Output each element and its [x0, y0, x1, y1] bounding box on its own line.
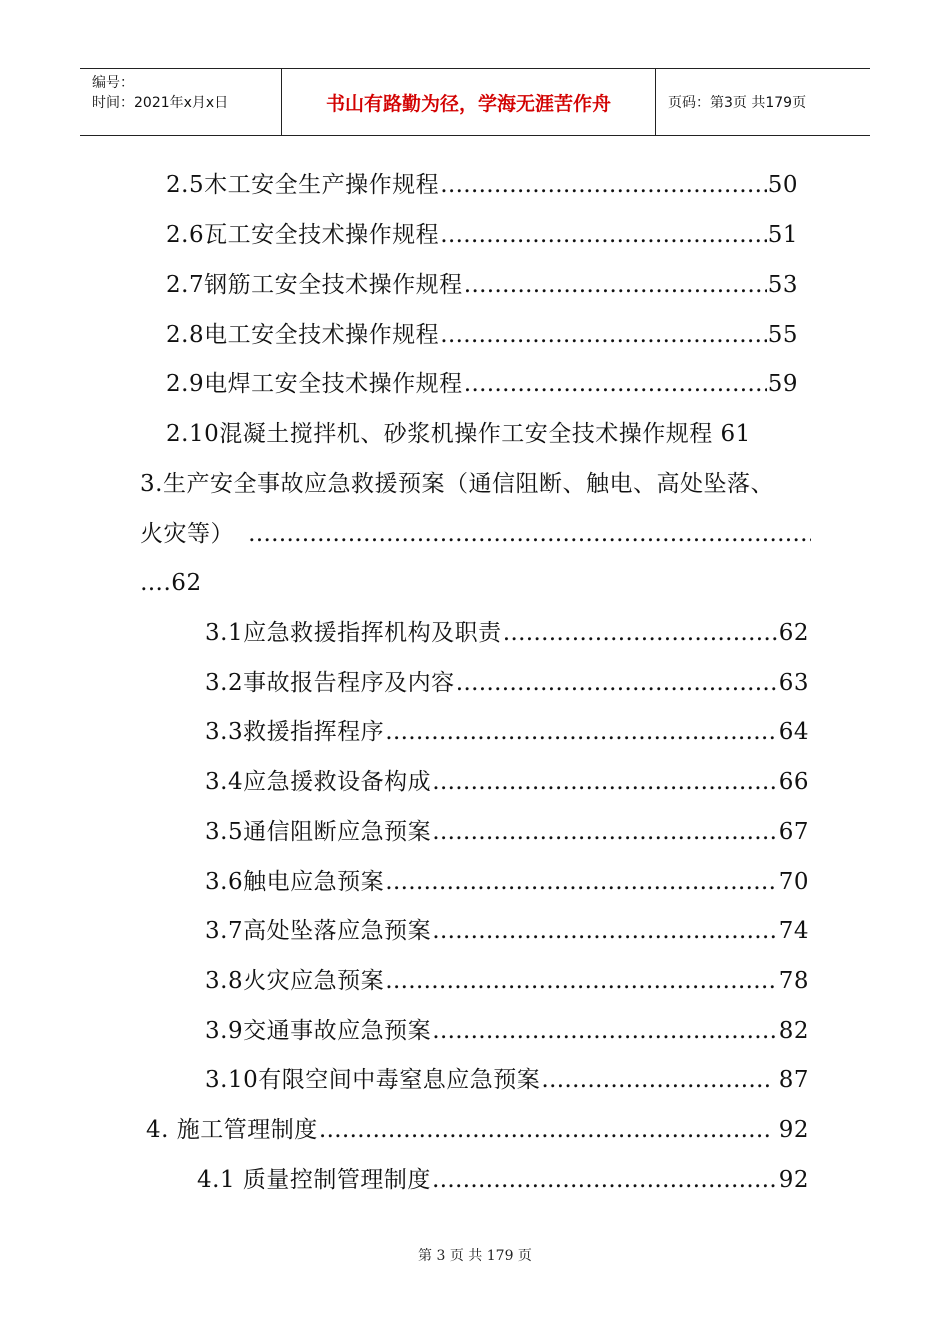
toc-entry-page: 62 — [778, 620, 809, 646]
toc-entry-page: 92 — [778, 1117, 809, 1143]
header-meta — [80, 69, 282, 135]
toc-entry-label: 3.9交通事故应急预案 — [205, 1018, 432, 1044]
toc-entry-label: 3.6触电应急预案 — [205, 869, 385, 895]
toc-entry[interactable] — [205, 1014, 809, 1048]
toc-entry-label: 3.5通信阻断应急预案 — [205, 819, 432, 845]
toc-entry-page: 87 — [778, 1067, 809, 1093]
toc-entry[interactable] — [205, 1063, 809, 1097]
toc-entry-label: 2.8电工安全技术操作规程 — [166, 322, 440, 348]
toc-leader-dots — [440, 318, 767, 352]
toc-entry-page: 55 — [767, 322, 798, 348]
toc-leader-dots — [464, 268, 767, 302]
toc-entry[interactable] — [205, 616, 809, 650]
toc-entry[interactable] — [166, 367, 798, 401]
toc-entry-page: 50 — [767, 172, 798, 198]
toc-entry[interactable] — [205, 715, 809, 749]
toc-entry-page: 67 — [778, 819, 809, 845]
toc-leader-dots — [385, 715, 778, 749]
toc-entry-label: 3.10有限空间中毒窒息应急预案 — [205, 1067, 541, 1093]
toc-entry-page: 59 — [767, 371, 798, 397]
toc-leader-dots — [319, 1113, 771, 1147]
toc-entry-page: 78 — [778, 968, 809, 994]
toc-entry[interactable] — [205, 964, 809, 998]
toc-leader-dots — [385, 865, 778, 899]
toc-leader-dots — [432, 914, 778, 948]
toc-entry[interactable] — [166, 318, 798, 352]
toc-leader-dots — [385, 964, 778, 998]
toc-entry-label: 4. 施工管理制度 — [146, 1117, 318, 1143]
toc-entry-page: 70 — [778, 869, 809, 895]
toc-entry-label: 3.生产安全事故应急救援预案（通信阻断、触电、高处坠落、 — [140, 471, 774, 497]
toc-entry-label: 2.6瓦工安全技术操作规程 — [166, 222, 440, 248]
document-number-label: 编号： — [92, 75, 134, 91]
toc-entry-label: 2.7钢筋工安全技术操作规程 — [166, 272, 463, 298]
toc-entry[interactable] — [205, 815, 809, 849]
page-footer: 第 3 页 共 179 页 — [418, 1248, 532, 1264]
toc-entry-label: 2.9电焊工安全技术操作规程 — [166, 371, 463, 397]
toc-entry[interactable] — [140, 566, 202, 600]
document-time-label: 时间：2021年x月x日 — [92, 95, 229, 111]
toc-entry-label: 3.4应急援救设备构成 — [205, 769, 432, 795]
toc-entry-page: 51 — [767, 222, 798, 248]
header-motto: 书山有路勤为径，学海无涯苦作舟 — [282, 69, 656, 135]
toc-leader-dots — [432, 815, 778, 849]
toc-entry[interactable] — [197, 1163, 809, 1197]
toc-entry[interactable] — [146, 1113, 809, 1147]
toc-entry-page: 53 — [767, 272, 798, 298]
toc-entry-label: 火灾等） — [140, 521, 234, 547]
toc-leader-dots — [541, 1063, 771, 1097]
toc-leader-dots — [432, 1163, 778, 1197]
toc-entry-page: 92 — [778, 1167, 809, 1193]
toc-entry-label: 2.5木工安全生产操作规程 — [166, 172, 440, 198]
toc-leader-dots — [503, 616, 778, 650]
toc-entry[interactable] — [205, 865, 809, 899]
toc-entry-page: 64 — [778, 719, 809, 745]
toc-entry-page: 74 — [778, 918, 809, 944]
toc-leader-dots — [440, 218, 767, 252]
toc-entry-page: 63 — [778, 670, 809, 696]
toc-entry[interactable] — [166, 417, 751, 451]
toc-entry[interactable] — [205, 914, 809, 948]
toc-leader-dots — [248, 517, 811, 551]
toc-entry[interactable] — [166, 268, 798, 302]
header-page-info: 页码：第3页 共179页 — [668, 95, 807, 111]
toc-leader-dots — [456, 666, 778, 700]
toc-entry-page: ….62 — [140, 570, 202, 596]
toc-leader-dots — [432, 765, 778, 799]
toc-entry[interactable] — [166, 168, 798, 202]
toc-entry-page: 82 — [778, 1018, 809, 1044]
toc-entry-label: 3.1应急救援指挥机构及职责 — [205, 620, 502, 646]
toc-entry-page: 66 — [778, 769, 809, 795]
toc-entry[interactable] — [205, 765, 809, 799]
toc-entry-label: 3.3救援指挥程序 — [205, 719, 385, 745]
toc-entry[interactable] — [166, 218, 798, 252]
toc-entry[interactable] — [205, 666, 809, 700]
toc-entry[interactable] — [140, 517, 812, 551]
toc-entry-label: 3.2事故报告程序及内容 — [205, 670, 455, 696]
page-header — [80, 68, 870, 136]
toc-leader-dots — [432, 1014, 778, 1048]
toc-entry-label: 3.8火灾应急预案 — [205, 968, 385, 994]
toc-entry-label: 3.7高处坠落应急预案 — [205, 918, 432, 944]
toc-entry-label: 4.1 质量控制管理制度 — [197, 1167, 431, 1193]
toc-leader-dots — [440, 168, 767, 202]
toc-entry-label: 2.10混凝土搅拌机、砂浆机操作工安全技术操作规程 61 — [166, 421, 751, 447]
toc-entry[interactable] — [140, 467, 774, 501]
toc-leader-dots — [464, 367, 767, 401]
